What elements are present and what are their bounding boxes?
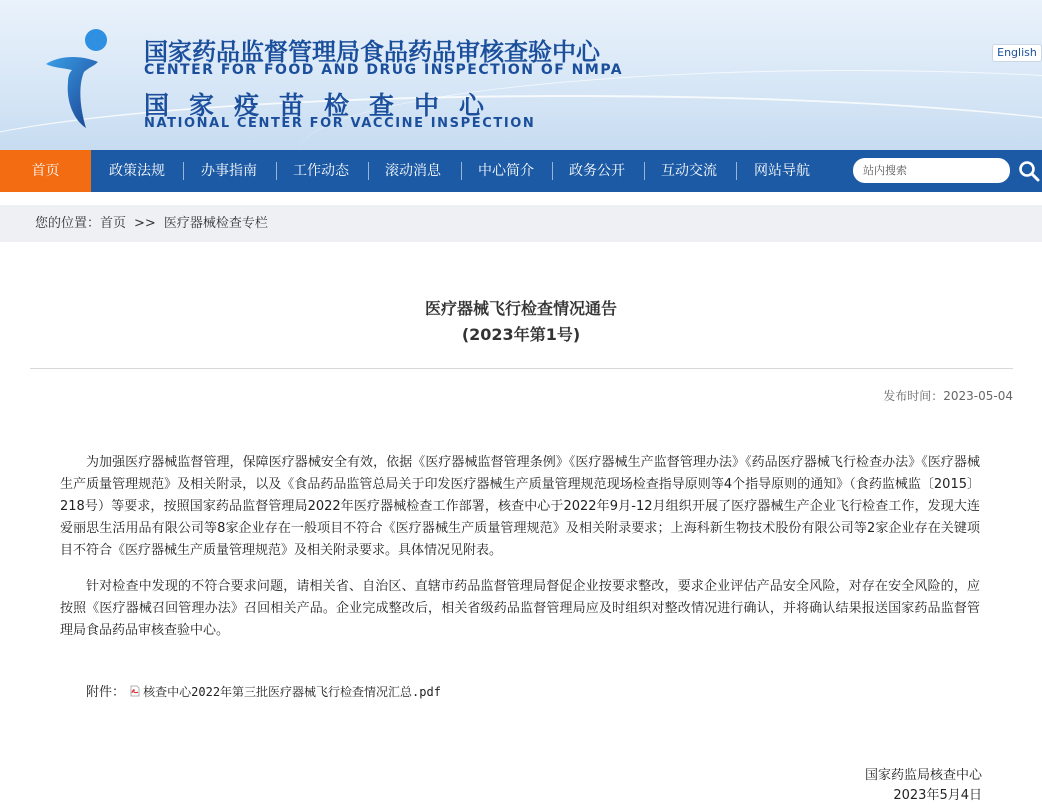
nav-divider [276,162,277,180]
attachment-label: 附件： [86,685,126,700]
nav-divider [461,162,462,180]
nav-item-news[interactable]: 工作动态 [293,163,349,179]
breadcrumb-prefix: 您的位置： [35,216,101,231]
article-paragraph: 针对检查中发现的不符合要求问题，请相关省、自治区、直辖市药品监督管理局督促企业按要求整改，要求企业评估产品安全风险，对存在安全风险的，应按照《医疗器械召回管理办法》召回相关产品。企业完成整改后，相关省级药品监督管理局应及时组织对整改情况进行确认，并将确认结果报送国家药品监督管理局食品药品审核查验中心。 [60,579,980,638]
article-divider [30,368,1013,369]
nav-item-scroll-news[interactable]: 滚动消息 [385,163,441,179]
site-title-en: CENTER FOR FOOD AND DRUG INSPECTION OF NMPA [144,62,624,78]
search-icon[interactable] [1018,160,1040,182]
signature-date: 2023年5月4日 [893,788,982,803]
search-input[interactable] [853,158,1010,183]
site-subtitle-en: NATIONAL CENTER FOR VACCINE INSPECTION [144,116,536,131]
publish-date-value: 2023-05-04 [943,389,1013,403]
breadcrumb-current-link[interactable]: 医疗器械检查专栏 [163,216,268,231]
attachment-link[interactable]: 核查中心2022年第三批医疗器械飞行检查情况汇总.pdf [143,685,441,699]
nav-divider [644,162,645,180]
nav-item-interaction[interactable]: 互动交流 [661,163,717,179]
breadcrumb-separator: >> [134,216,156,231]
nav-divider [736,162,737,180]
attachment [86,682,441,703]
signature [865,766,982,806]
site-header [0,0,1042,150]
nav-item-about[interactable]: 中心简介 [478,163,534,179]
nav-divider [552,162,553,180]
breadcrumb-bar [0,205,1042,242]
nav-divider [368,162,369,180]
nav-item-guide[interactable]: 办事指南 [201,163,257,179]
english-language-button[interactable]: English [992,44,1042,62]
breadcrumb-home-link[interactable]: 首页 [100,216,127,231]
nav-item-home[interactable]: 首页 [0,150,91,192]
nav-divider [183,162,184,180]
breadcrumb [35,205,268,242]
nav-item-gov-affairs[interactable]: 政务公开 [569,163,625,179]
publish-date-label: 发布时间： [883,389,944,403]
nav-item-policy[interactable]: 政策法规 [109,163,165,179]
nav-item-sitemap[interactable]: 网站导航 [754,163,810,179]
publish-date [883,387,1013,404]
pdf-file-icon [129,685,141,697]
article-subtitle: (2023年第1号) [461,325,581,344]
site-subtitle-cn: 国家疫苗检查中心 [144,91,505,120]
site-title-cn: 国家药品监督管理局食品药品审核查验中心 [144,38,600,66]
article-paragraph: 为加强医疗器械监督管理，保障医疗器械安全有效，依据《医疗器械监督管理条例》《医疗器械生产监督管理办法》《药品医疗器械飞行检查办法》《医疗器械生产质量管理规范》及相关附录，以及《食品药品监管总局关于印发医疗器械生产质量管理规范现场检查指导原则等4个指导原则的通知》（食药监械监〔2015〕218号）等要求，按照国家药品监督管理局2022年医疗器械检查工作部署，核查中心于2022年9月-12月组织开展了医疗器械生产企业飞行检查工作，发现大连爱丽思生活用品有限公司等8家企业存在一般项目不符合《医疗器械生产质量管理规范》及相关附录要求；上海科新生物技术股份有限公司等2家企业存在关键项目不符合《医疗器械生产质量管理规范》及相关附录要求。具体情况见附表。 [60,455,980,558]
signature-org: 国家药监局核查中心 [864,768,982,783]
site-logo-icon[interactable] [44,28,116,130]
article-title: 医疗器械飞行检查情况通告 [424,299,617,318]
